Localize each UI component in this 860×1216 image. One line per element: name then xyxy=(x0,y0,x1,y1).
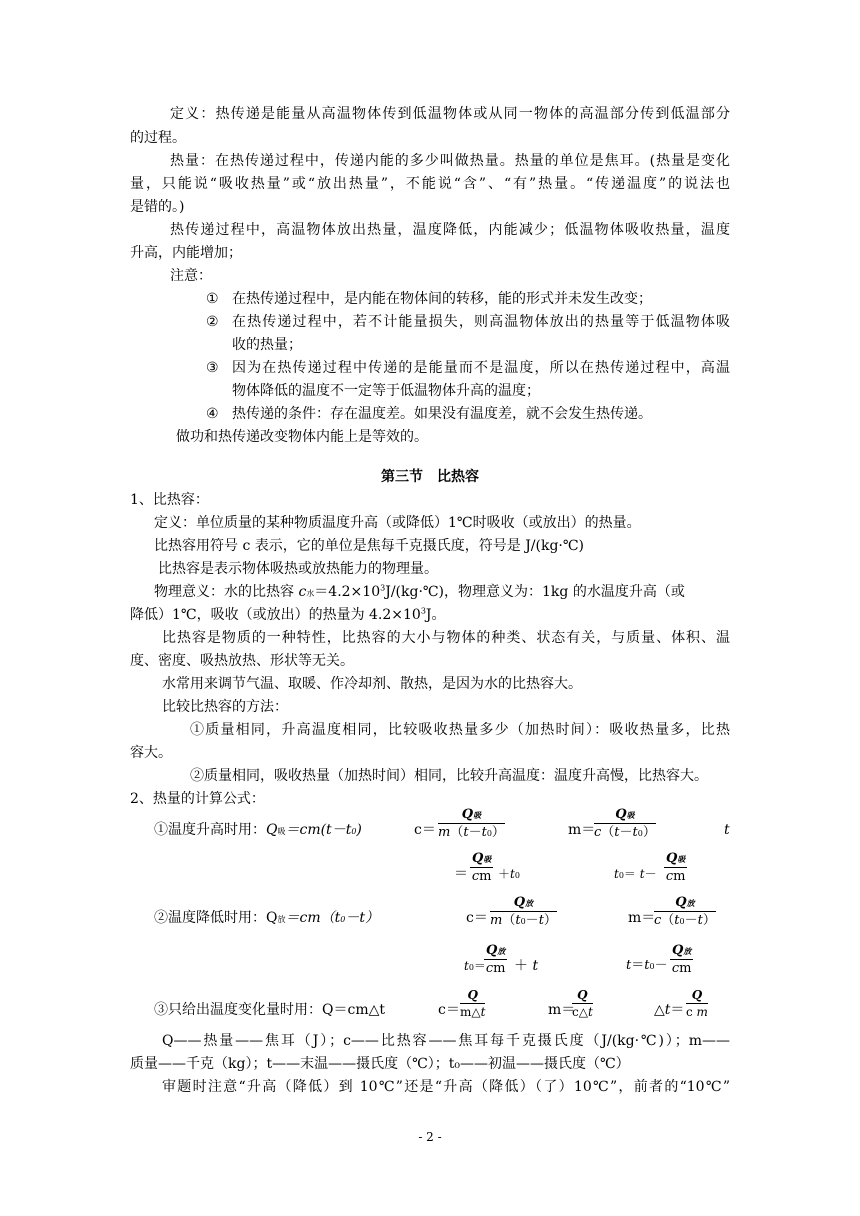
eq-t-fall-prefix: t＝t0－ xyxy=(626,958,668,973)
meaning2-exponent: 3 xyxy=(420,606,426,616)
frac-m-delta: $\frac{Q}{c\triangle t}$ xyxy=(572,988,593,1019)
note-mark-2: ② xyxy=(206,314,219,330)
water-usage: 水常用来调节气温、取暖、作冷却剂、散热，是因为水的比热容大。 xyxy=(162,676,582,692)
formula-2 xyxy=(154,910,379,928)
page-number: - 2 - xyxy=(418,1130,442,1144)
formula-2-t0-sub: 0 xyxy=(340,915,346,924)
method-2: ②质量相同，吸收热量（加热时间）相同，比较升高温度：温度升高慢，比热容大。 xyxy=(190,768,708,784)
method-1-line-1: ①质量相同，升高温度相同，比较吸收热量多少（加热时间）：吸收热量多，比热 xyxy=(190,722,730,738)
formula-1-label: ①温度升高时用： xyxy=(154,822,266,838)
section-title: 第三节 比热容 xyxy=(381,469,479,485)
eq-m2-prefix: m＝ xyxy=(628,910,656,926)
meaning-sub-water: 水 xyxy=(306,589,315,598)
note-label: 注意： xyxy=(170,268,212,284)
method-1-line-2: 容大。 xyxy=(130,745,172,761)
eq-m-prefix: m＝ xyxy=(568,822,596,838)
eq-c2-prefix: c＝ xyxy=(466,910,488,926)
formula-2-label: ②温度降低时用：Q xyxy=(154,910,278,926)
transfer-line-2: 升高，内能增加； xyxy=(130,245,242,261)
frac-m-fall: Q放 c（t0－t） xyxy=(654,895,716,928)
specific-heat-property: 比热容是表示物体吸热或放热能力的物理量。 xyxy=(158,561,438,577)
formula-2-sub: 放 xyxy=(277,915,286,924)
eq-m3-prefix: m＝ xyxy=(548,1002,576,1018)
definition-line-2: 的过程。 xyxy=(130,130,186,146)
formula-1-close: ) xyxy=(356,822,362,838)
frac-c-fall: Q放 m（t0－t） xyxy=(490,895,557,928)
eq-t-prefix: t xyxy=(724,822,730,838)
note-3-line-2: 物体降低的温度不一定等于低温物体升高的温度； xyxy=(232,383,540,399)
eq-t-plus: ＋t0 xyxy=(498,867,520,881)
heat-line-1: 热量：在热传递过程中，传递内能的多少叫做热量。热量的单位是焦耳。(热量是变化 xyxy=(170,153,730,169)
note-mark-1: ① xyxy=(206,291,219,307)
characteristic-line-1: 比热容是物质的一种特性，比热容的大小与物体的种类、状态有关，与质量、体积、温 xyxy=(162,630,730,646)
frac-t-fall: Q放 cm xyxy=(671,943,692,976)
eq-t-eq: ＝ xyxy=(454,866,468,882)
formula-1-sub: 吸 xyxy=(277,827,286,836)
note-4-line-1: 热传递的条件：存在温度差。如果没有温度差，就不会发生热传递。 xyxy=(232,406,652,422)
formula-2-body: ＝cm（t xyxy=(285,910,341,926)
frac-t0-rise: Q吸 cm xyxy=(665,851,686,884)
formula-1-q: Q xyxy=(266,822,278,838)
eq-t0-fall-plus: ＋ t xyxy=(514,958,539,974)
physical-meaning-line-1 xyxy=(154,584,685,602)
formula-3: ③只给出温度变化量时用：Q＝cm△t xyxy=(154,1002,385,1018)
formula-1-body: ＝cm(t－t xyxy=(285,822,352,838)
meaning-suffix: J/(kg·℃)，物理意义为：1kg 的水温度升高（或 xyxy=(385,584,685,600)
note-1-line-1: 在热传递过程中，是内能在物体间的转移，能的形式并未发生改变； xyxy=(232,291,652,307)
frac-m-rise: Q吸 c（t－t0） xyxy=(594,807,656,840)
subsection-1-title: 1、比热容： xyxy=(130,492,209,508)
meaning-value: ＝4.2×10 xyxy=(314,584,381,600)
meaning2-suffix: J。 xyxy=(425,607,446,623)
eq-t0-fall-prefix: t0＝ xyxy=(464,959,486,973)
frac-t0-fall: Q放 cm xyxy=(485,943,506,976)
frac-c-rise: Q吸 m（t－t0） xyxy=(438,807,505,840)
eq-c3-prefix: c＝ xyxy=(438,1002,460,1018)
heat-line-3: 是错的。) xyxy=(130,199,185,215)
equivalence-note: 做功和热传递改变物体内能上是等效的。 xyxy=(176,429,428,445)
legend-line-2: 质量——千克（kg）；t——末温——摄氏度（℃）；t₀——初温——摄氏度（℃） xyxy=(130,1056,630,1072)
note-mark-3: ③ xyxy=(206,360,219,376)
meaning-symbol-c: c xyxy=(298,584,307,600)
legend-line-1: Q——热量——焦耳（J）；c——比热容——焦耳每千克摄氏度（J/(kg·℃)）；m—— xyxy=(162,1033,730,1049)
meaning2-prefix: 降低）1℃，吸收（或放出）的热量为 4.2×10 xyxy=(130,607,421,623)
comparison-method-title: 比较比热容的方法： xyxy=(162,699,288,715)
frac-dt: $\frac{Q}{\text{c m}}$ xyxy=(686,988,708,1019)
meaning-prefix: 物理意义：水的比热容 xyxy=(154,584,299,600)
eq-c-prefix: c＝ xyxy=(414,822,436,838)
characteristic-line-2: 度、密度、吸热放热、形状等无关。 xyxy=(130,653,354,669)
subsection-2-title: 2、热量的计算公式： xyxy=(130,791,265,807)
transfer-line-1: 热传递过程中，高温物体放出热量，温度降低，内能减少；低温物体吸收热量，温度 xyxy=(170,222,730,238)
frac-c-delta: $\frac{Q}{m\triangle t}$ xyxy=(460,988,486,1019)
eq-t0-prefix: t0＝ t－ xyxy=(614,867,657,881)
physical-meaning-line-2 xyxy=(130,607,446,623)
specific-heat-symbol: 比热容用符号 c 表示，它的单位是焦每千克摄氏度，符号是 J/(kg·℃) xyxy=(154,538,584,554)
meaning-exponent: 3 xyxy=(380,583,386,593)
note-mark-4: ④ xyxy=(206,406,219,422)
specific-heat-definition: 定义：单位质量的某种物质温度升高（或降低）1℃时吸收（或放出）的热量。 xyxy=(154,515,641,531)
note-2-line-2: 收的热量； xyxy=(232,337,302,353)
exam-note: 审题时注意“升高（降低）到 10℃”还是“升高（降低）（了）10℃”，前者的“10℃” xyxy=(162,1079,730,1095)
formula-1 xyxy=(154,822,362,840)
formula-2-close: －t） xyxy=(345,910,379,926)
note-3-line-1: 因为在热传递过程中传递的是能量而不是温度，所以在热传递过程中，高温 xyxy=(232,360,730,376)
frac-t-rise: Q吸 cm xyxy=(471,851,492,884)
eq-dt-prefix: △t＝ xyxy=(654,1002,685,1018)
formula-1-t0-sub: 0 xyxy=(351,827,357,836)
definition-line-1: 定义：热传递是能量从高温物体传到低温物体或从同一物体的高温部分传到低温部分 xyxy=(170,106,730,122)
note-2-line-1: 在热传递过程中，若不计能量损失，则高温物体放出的热量等于低温物体吸 xyxy=(232,314,730,330)
heat-line-2: 量，只能说“吸收热量”或“放出热量”，不能说“含”、“有”热量。“传递温度”的说法也 xyxy=(130,176,730,192)
